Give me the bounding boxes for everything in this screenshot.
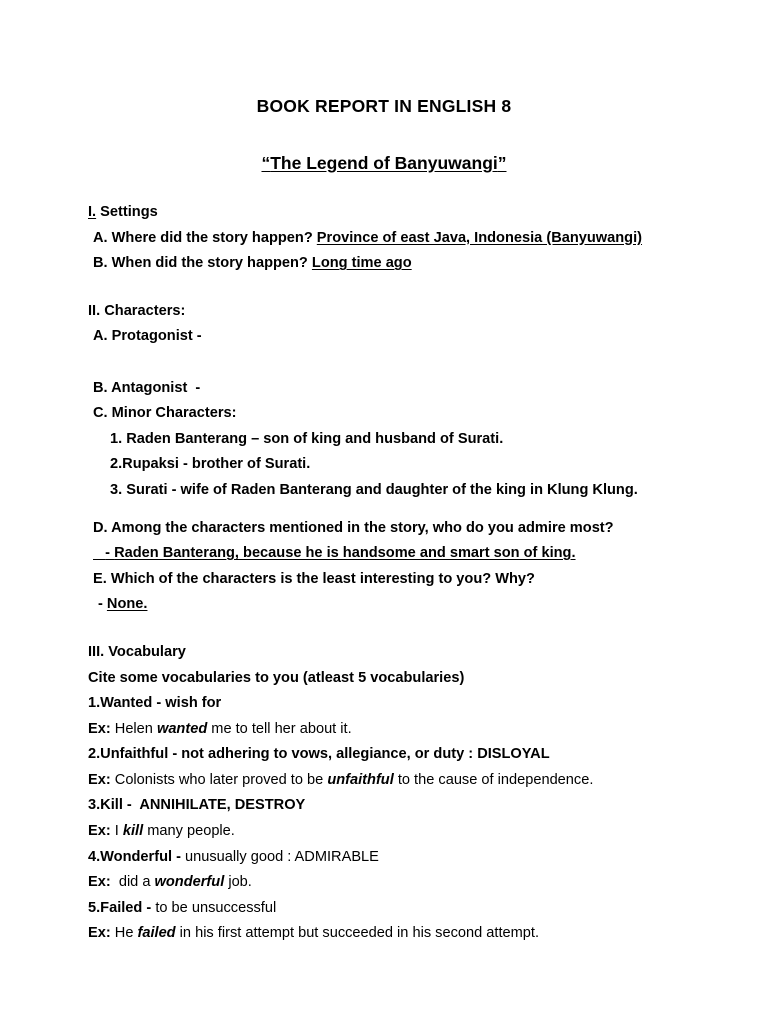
vocabulary-numeral: III. — [88, 643, 105, 660]
vocabulary-term — [88, 845, 738, 871]
settings-numeral: I. — [88, 204, 97, 220]
page-title: BOOK REPORT IN ENGLISH 8 — [256, 96, 512, 116]
vocabulary-example — [88, 717, 738, 743]
vocabulary-instruction-text: Cite some vocabularies to you (atleast 5 vocabularies) — [88, 669, 465, 686]
characters-protagonist — [93, 324, 738, 350]
vocabulary-term-definition: unusually good : ADMIRABLE — [180, 848, 379, 865]
characters-question-d — [93, 516, 738, 542]
spacer-after-settings — [88, 277, 738, 299]
characters-antagonist — [93, 376, 738, 402]
minor-character-text: 3. Surati - wife of Raden Banterang and daughter of the king in Klung Klung. — [110, 481, 638, 498]
document-subtitle — [0, 117, 768, 174]
subtitle-underlined-text — [261, 153, 506, 173]
example-keyword: wanted — [156, 720, 208, 737]
example-label: Ex: — [88, 720, 111, 737]
vocabulary-example — [88, 768, 738, 794]
example-label: Ex: — [88, 823, 111, 840]
answer-d-prefix: - — [93, 545, 115, 562]
subtitle-book-title: The Legend of Banyuwangi — [270, 153, 498, 173]
example-before: did a — [110, 874, 155, 891]
example-after: in his first attempt but succeeded in his second attempt. — [175, 925, 540, 942]
example-keyword: unfaithful — [327, 771, 394, 788]
spacer-between-protagonist-antagonist — [88, 350, 738, 376]
example-keyword: failed — [137, 925, 176, 942]
spacer-before-question-d — [88, 504, 738, 516]
characters-answer-e — [98, 592, 738, 618]
vocabulary-term — [88, 691, 738, 717]
vocabulary-example — [88, 819, 738, 845]
vocabulary-term — [88, 793, 738, 819]
example-label: Ex: — [88, 771, 111, 788]
antagonist-label: B. Antagonist - — [93, 379, 201, 396]
settings-item-b — [93, 251, 738, 277]
settings-item-a-answer: Province of east Java, Indonesia (Banyuwangi) — [316, 229, 643, 246]
minor-character-item — [110, 478, 738, 504]
vocabulary-term-bold: 4.Wonderful - — [88, 848, 181, 865]
characters-question-e — [93, 567, 738, 593]
example-keyword: kill — [122, 823, 144, 840]
vocabulary-example — [88, 921, 738, 947]
minor-character-item — [110, 452, 738, 478]
section-heading-settings — [88, 200, 738, 226]
answer-e-text: None. — [106, 596, 148, 613]
characters-numeral: II. — [88, 302, 101, 319]
vocabulary-term-bold: 5.Failed - — [88, 899, 152, 916]
minor-character-text: 1. Raden Banterang – son of king and husband of Surati. — [110, 430, 504, 447]
subtitle-close-quote: ” — [497, 153, 507, 173]
section-heading-vocabulary — [88, 640, 738, 666]
example-before: Helen — [110, 720, 157, 737]
example-before: Colonists who later proved to be — [110, 771, 328, 788]
vocabulary-term-bold: 1.Wanted - wish for — [88, 695, 222, 712]
example-after: many people. — [143, 823, 235, 840]
characters-minor-label — [93, 401, 738, 427]
question-d-text: D. Among the characters mentioned in the story, who do you admire most? — [93, 519, 614, 536]
vocabulary-term-bold: 3.Kill - ANNIHILATE, DESTROY — [88, 797, 306, 814]
vocabulary-instruction — [88, 666, 738, 692]
minor-characters-label: C. Minor Characters: — [93, 405, 237, 422]
minor-character-item — [110, 427, 738, 453]
settings-item-b-answer: Long time ago — [311, 255, 412, 272]
answer-d-text: Raden Banterang, because he is handsome and smart son of king. — [114, 545, 576, 562]
section-heading-characters — [88, 299, 738, 325]
characters-answer-d — [93, 541, 738, 567]
vocabulary-term — [88, 742, 738, 768]
example-label: Ex: — [88, 925, 111, 942]
example-label: Ex: — [88, 874, 111, 891]
characters-heading-label: Characters: — [104, 302, 186, 319]
example-keyword: wonderful — [154, 874, 225, 891]
spacer-before-vocabulary — [88, 618, 738, 640]
vocabulary-term-bold: 2.Unfaithful - not adhering to vows, allegiance, or duty : DISLOYAL — [88, 746, 550, 763]
settings-heading-label: Settings — [100, 204, 158, 220]
question-e-text: E. Which of the characters is the least interesting to you? Why? — [93, 570, 535, 587]
subtitle-open-quote: “ — [261, 153, 271, 173]
answer-e-prefix: - — [98, 596, 107, 613]
vocabulary-heading-label: Vocabulary — [108, 643, 186, 660]
document-body — [0, 174, 768, 947]
example-before: I — [110, 823, 123, 840]
protagonist-label: A. Protagonist - — [93, 328, 202, 345]
minor-character-text: 2.Rupaksi - brother of Surati. — [110, 456, 311, 473]
settings-item-b-label: B. When did the story happen? — [93, 255, 308, 272]
example-after: me to tell her about it. — [207, 720, 352, 737]
settings-item-a-label: A. Where did the story happen? — [93, 229, 313, 246]
example-after: job. — [224, 874, 252, 891]
vocabulary-example — [88, 870, 738, 896]
vocabulary-term-definition: to be unsuccessful — [151, 899, 277, 916]
example-after: to the cause of independence. — [393, 771, 594, 788]
example-before: He — [110, 925, 138, 942]
settings-item-a — [93, 226, 738, 252]
vocabulary-term — [88, 896, 738, 922]
